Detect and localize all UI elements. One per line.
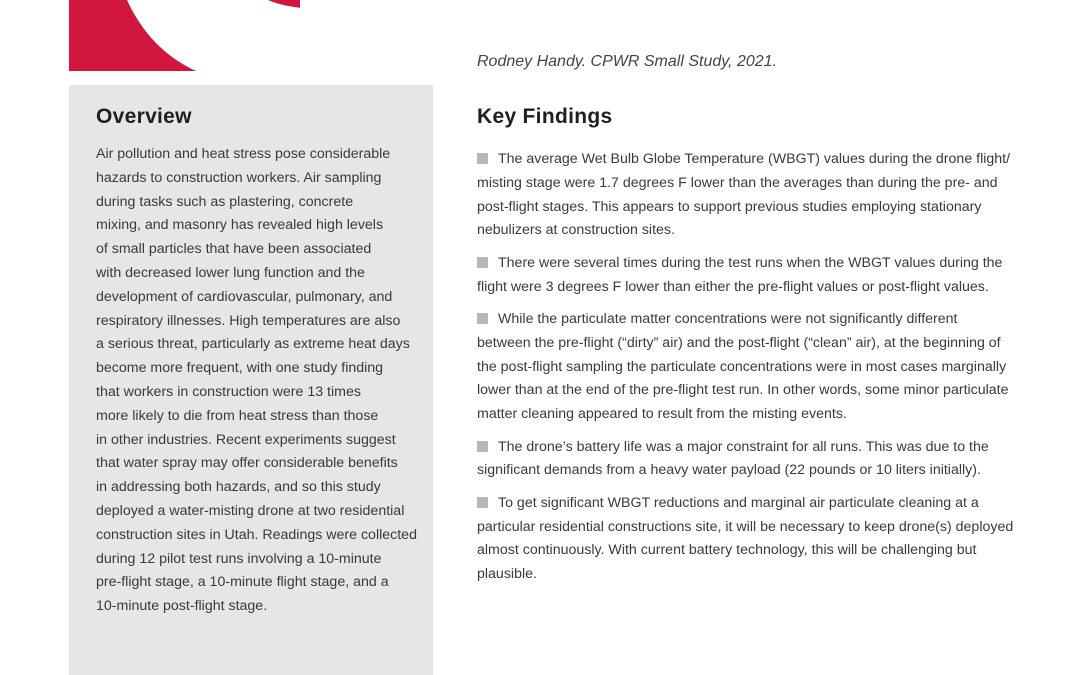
- red-arc-shape: [268, 0, 300, 9]
- finding-line-text: While the particulate matter concentrations were not significantly different: [498, 310, 958, 327]
- finding-line-text: To get significant WBGT reductions and marginal air particulate cleaning at a: [498, 494, 979, 511]
- overview-line: in other industries. Recent experiments suggest: [96, 431, 396, 448]
- overview-heading: Overview: [96, 105, 192, 128]
- square-bullet-icon: [477, 497, 488, 508]
- finding-line: [477, 492, 1037, 516]
- red-decorative-graphic: [0, 0, 300, 75]
- square-bullet-icon: [477, 441, 488, 452]
- overview-line: with decreased lower lung function and the: [96, 264, 365, 281]
- finding-line: nebulizers at construction sites.: [477, 222, 675, 239]
- overview-line: development of cardiovascular, pulmonary, and: [96, 288, 393, 305]
- key-findings-list: [477, 148, 1037, 596]
- square-bullet-icon: [477, 257, 488, 268]
- finding-line-text: The average Wet Bulb Globe Temperature (WBGT) values during the drone flight/: [498, 151, 1011, 167]
- finding-line: misting stage were 1.7 degrees F lower than the averages than during the pre- and: [477, 174, 998, 191]
- overview-line: in addressing both hazards, and so this study: [96, 479, 381, 496]
- finding-item: [477, 492, 1037, 587]
- finding-line: the post-flight sampling the particulate concentrations were in most cases marginally: [477, 358, 1007, 375]
- overview-line: during tasks such as plastering, concrete: [96, 193, 354, 210]
- overview-line: pre-flight stage, a 10-minute flight stage, and a: [96, 574, 389, 591]
- overview-line: become more frequent, with one study finding: [96, 360, 384, 377]
- finding-line-text: The drone’s battery life was a major constraint for all runs. This was due to the: [498, 438, 989, 455]
- red-banner-shape: [69, 0, 196, 71]
- finding-line: flight were 3 degrees F lower than either the pre-flight values or post-flight values.: [477, 278, 989, 295]
- finding-line: [477, 436, 1037, 460]
- overview-body: [96, 143, 418, 619]
- overview-line: that workers in construction were 13 times: [96, 383, 361, 400]
- finding-line-text: There were several times during the test runs when the WBGT values during the: [498, 254, 1003, 271]
- key-findings-heading: Key Findings: [477, 105, 613, 128]
- finding-line: particular residential constructions site, it will be necessary to keep drone(s) deployed: [477, 518, 1014, 535]
- overview-line: that water spray may offer considerable benefits: [96, 455, 398, 472]
- finding-line: [477, 148, 1037, 172]
- finding-line: [477, 308, 1037, 332]
- overview-line: hazards to construction workers. Air sampling: [96, 169, 382, 186]
- finding-line: [477, 252, 1037, 276]
- finding-line: almost continuously. With current battery technology, this will be challenging but: [477, 542, 977, 559]
- overview-line: during 12 pilot test runs involving a 10-minute: [96, 550, 382, 567]
- square-bullet-icon: [477, 153, 488, 164]
- overview-line: mixing, and masonry has revealed high levels: [96, 217, 384, 234]
- overview-line: deployed a water-misting drone at two residential: [96, 502, 405, 519]
- overview-line: respiratory illnesses. High temperatures are also: [96, 312, 401, 329]
- square-bullet-icon: [477, 313, 488, 324]
- finding-line: lower than at the end of the pre-flight test run. In other words, some minor particulate: [477, 382, 1009, 399]
- finding-item: [477, 436, 1037, 484]
- finding-line: between the pre-flight (“dirty” air) and the post-flight (“clean” air), at the beginning of: [477, 334, 1001, 351]
- finding-line: matter cleaning appeared to result from the misting events.: [477, 406, 847, 423]
- finding-line: post-flight stages. This appears to support previous studies employing stationary: [477, 198, 982, 215]
- overview-line: a serious threat, particularly as extreme heat days: [96, 336, 410, 353]
- finding-item: [477, 308, 1037, 427]
- overview-line: construction sites in Utah. Readings were collected: [96, 526, 417, 543]
- overview-line: more likely to die from heat stress than those: [96, 407, 379, 424]
- overview-line: of small particles that have been associated: [96, 241, 372, 258]
- finding-line: plausible.: [477, 566, 537, 583]
- study-citation: Rodney Handy. CPWR Small Study, 2021.: [477, 53, 777, 70]
- overview-line: 10-minute post-flight stage.: [96, 598, 268, 615]
- finding-item: [477, 252, 1037, 300]
- overview-line: Air pollution and heat stress pose considerable: [96, 146, 391, 162]
- finding-line: significant demands from a heavy water payload (22 pounds or 10 liters initially).: [477, 462, 981, 479]
- finding-item: [477, 148, 1037, 243]
